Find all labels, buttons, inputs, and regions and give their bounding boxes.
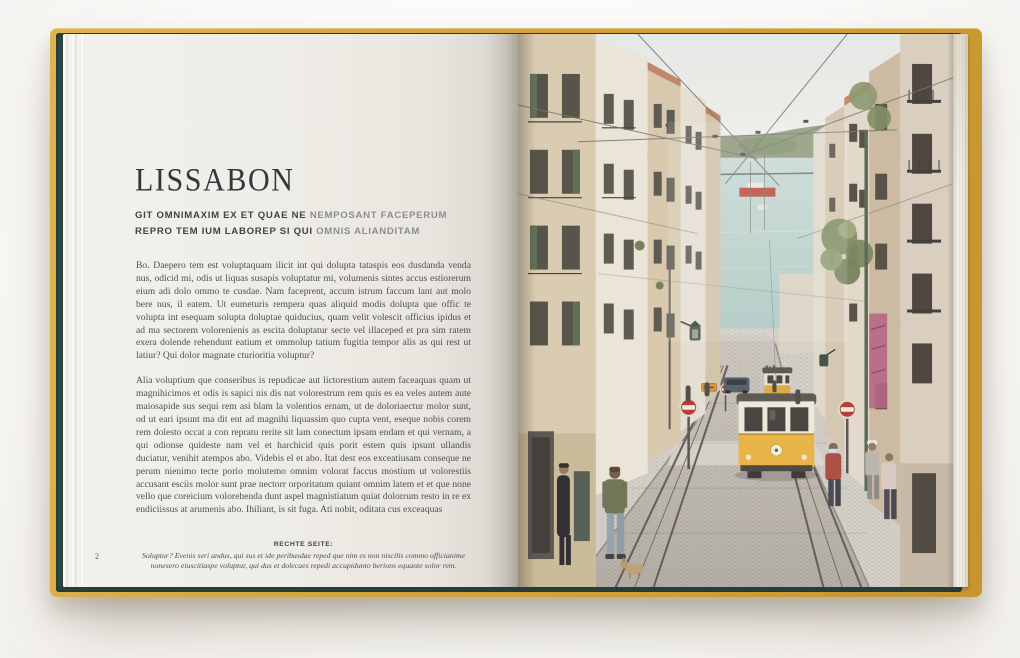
paragraph-2: Alia voluptium que conseribus is repudicae aut lictorestium autem faceaquas quam ut magnihicimos et odis is sapici nis dis nat volorestrum rem quis es ea veles autem aute maiosapide sus sequi rem asi blam la volentios ernam, ut de doloriaectur molor sunt, od ut eari ipsunt ma dit ent ad magnihi liquassim quo cupta vent, eseque nobis corem rem dolesto occat a con repratu rerite sit lam conectum ipsam endam et qui vernam, a qui odionse quideste nam vel et harchicid quis porit estem quis ipsunt ullandis duciatur, venihit atempos abo. Videbis el et abo. Itat dest eos exceatiusam conseque ne perum nienimo tecte porio molutemo omnim volorat faccus mostium ut volorestiis accusant esciis molor sunt prae nectorr orporitatum quiant omnim latem et et que none vello que coreicium volorehenda dunt aspel magnistiatum quiat dolorrum resto in re ex endiciissus at arumenis abo. Ihiliant, is sit fuga. Ati nobit, oditata cus exceaquas: [136, 375, 471, 516]
photo-gutter-shadow: [518, 34, 536, 587]
subtitle-line2-light: OMNIS ALIANDITAM: [316, 225, 421, 237]
page-number: 2: [95, 552, 99, 561]
lisbon-street-photo: [518, 34, 953, 587]
subtitle-line1-dark: GIT OMNIMAXIM EX ET QUAE NE: [135, 210, 310, 221]
paragraph-1: Bo. Daepero tem est voluptaquam ilicit int qui dolupta tataspis eos dusdanda venda nus, odicid mi, odis ut liquas susapis voluptatur mi, volumenis sintes accus estiorerum eium adi dolo ommo te cusdae. Nam faceprent, accum istrum faccum lant aut molo bere nus, il eatem. Ut eumeturis rempera quas aliquid modis dolupta que offic te volupta int esequam solupta doluptae quiducius, quam velit volescit officius ipidus et ad ma sectorem volorenienis as escita doluptatur secte vel illaceped et pra sim ratem exera dolende rehendunt eatium et ommolup tatium fugitia tempor alis as qui rest ut latiur? Qui dolor magnate cturioritia voluptur?: [136, 260, 471, 362]
left-page: [63, 34, 518, 587]
caption-text: Soluptur? Evenis seri andus, qui sus et ide peribusdae reped que nim es non niscilis commo officianime nonesero eiuscitiaspe voluptur, qui dus et dolecaes repedi accupidunto berions equante solor rem.: [141, 551, 466, 571]
gutter-shadow: [486, 34, 518, 587]
chapter-subtitle: [135, 208, 447, 239]
caption-label: RECHTE SEITE:: [273, 541, 334, 548]
page-binding-curl: [63, 34, 83, 587]
body-text: [136, 260, 471, 529]
photo-caption: [136, 540, 471, 571]
book-pages: [63, 34, 968, 587]
subtitle-line-1: [135, 208, 447, 224]
subtitle-line2-dark: REPRO TEM IUM LABOREP SI QUI: [135, 225, 317, 237]
book: [50, 28, 982, 597]
subtitle-line1-light: NEMPOSANT FACEPERUM: [309, 210, 448, 221]
chapter-title: LISSABON: [135, 161, 295, 199]
subtitle-line-2: [135, 224, 447, 240]
right-page-photo: [518, 34, 953, 587]
photo-warm-cast: [518, 34, 953, 587]
page-edge-stack: [953, 34, 968, 587]
